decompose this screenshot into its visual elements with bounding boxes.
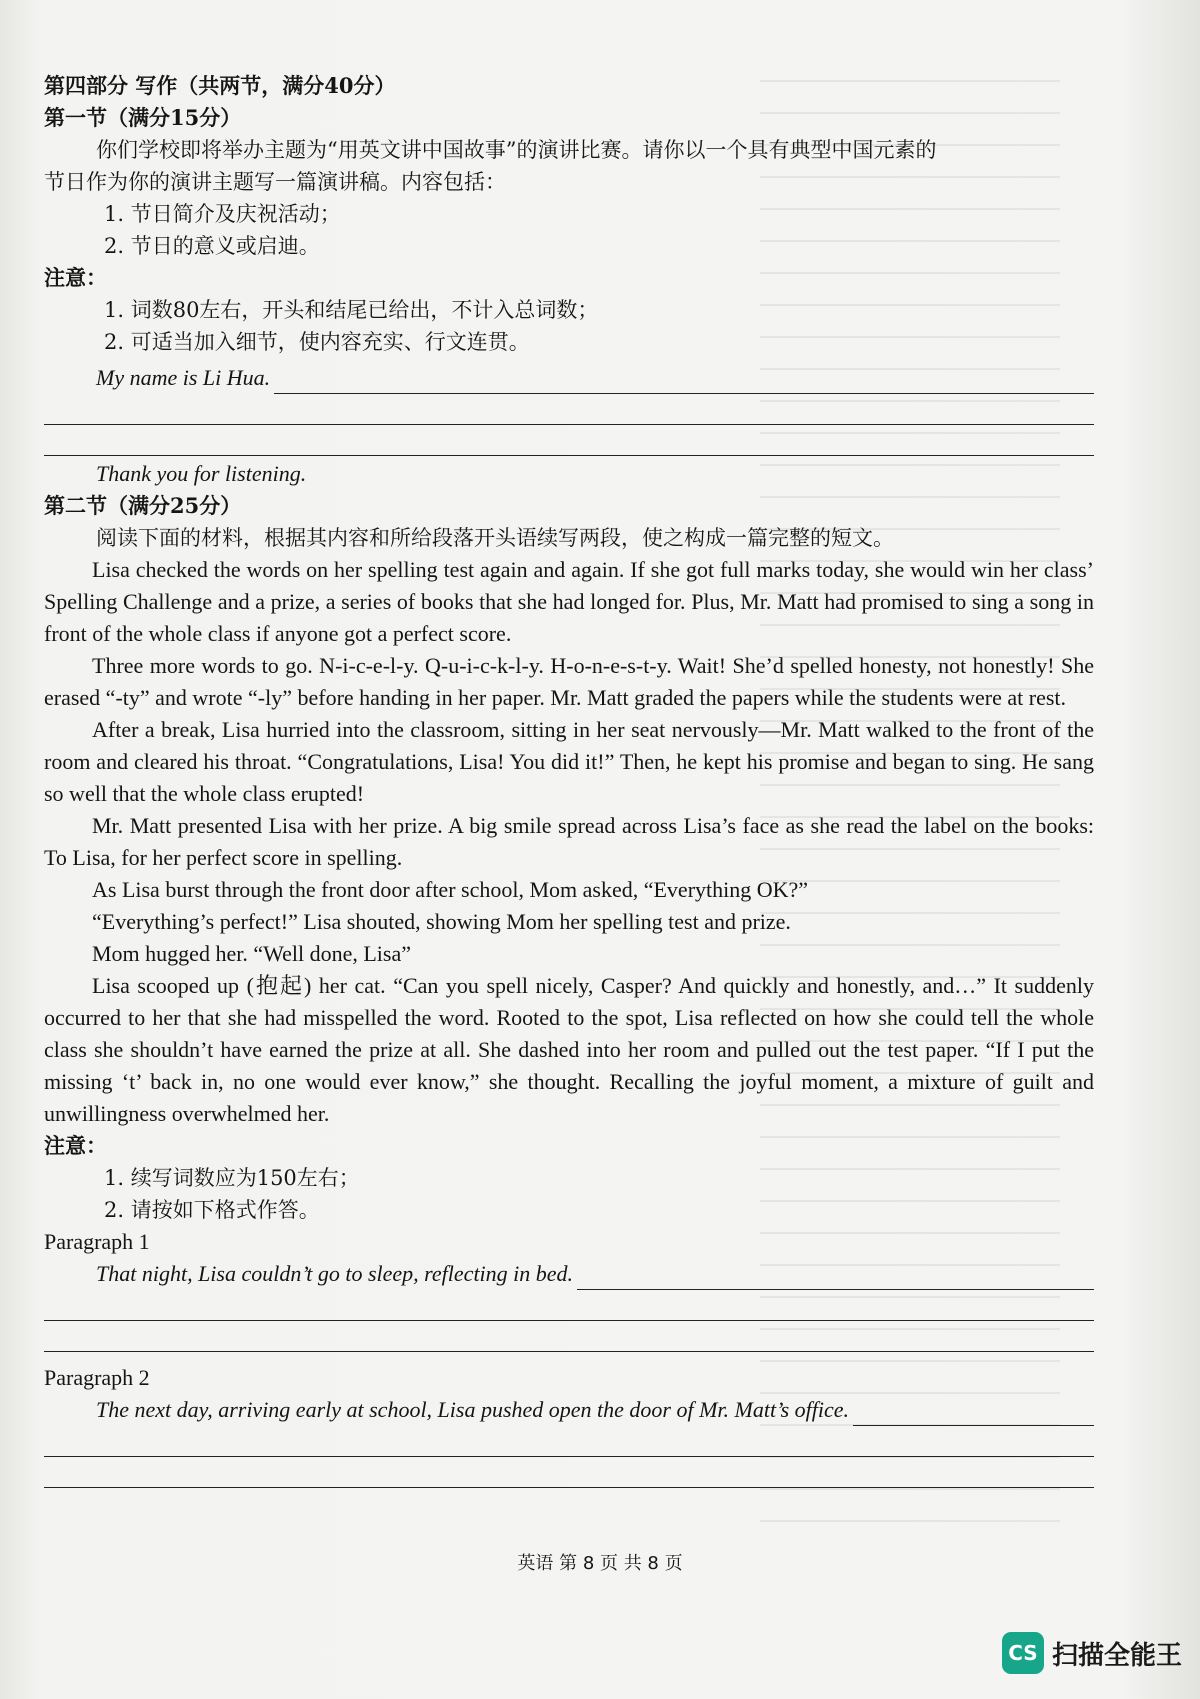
note-2-1: 1. 续写词数应为150左右； bbox=[104, 1166, 360, 1190]
reading-passage bbox=[44, 554, 1094, 1130]
passage-paragraph: Mom hugged her. “Well done, Lisa” bbox=[92, 941, 411, 966]
passage-paragraph: As Lisa burst through the front door after school, Mom asked, “Everything OK?” bbox=[92, 877, 809, 902]
passage-paragraph: After a break, Lisa hurried into the classroom, sitting in her seat nervously—Mr. Matt walked to the front of the room and cleared his throat. “Congratulations, Lisa! You did it!” Then, he kept his promise and began to sing. He sang so well that the whole class erupted! bbox=[44, 717, 1094, 806]
notes-title-2: 注意： bbox=[44, 1133, 107, 1158]
part1-title: 第一节（满分15分） bbox=[44, 105, 242, 130]
camscanner-logo-icon: CS bbox=[1002, 1632, 1044, 1674]
closing-text: Thank you for listening. bbox=[96, 461, 307, 486]
opening-text: My name is Li Hua. bbox=[96, 365, 271, 390]
opening-line[interactable] bbox=[44, 362, 1094, 394]
paragraph2-start-text: The next day, arriving early at school, Lisa pushed open the door of Mr. Matt’s office. bbox=[96, 1397, 850, 1422]
writing-section bbox=[44, 70, 1094, 1488]
part1-instruction-line2: 节日作为你的演讲主题写一篇演讲稿。内容包括： bbox=[44, 170, 506, 194]
note-1-1: 1. 词数80左右，开头和结尾已给出，不计入总词数； bbox=[104, 298, 599, 322]
paragraph1-start-text: That night, Lisa couldn’t go to sleep, reflecting in bed. bbox=[96, 1261, 574, 1286]
answer-blank[interactable] bbox=[853, 1403, 1094, 1426]
answer-blank[interactable] bbox=[44, 1457, 1094, 1488]
passage-paragraph: Three more words to go. N-i-c-e-l-y. Q-u-i-c-k-l-y. H-o-n-e-s-t-y. Wait! She’d spelled honesty, not honestly! She erased “-ty” and wrote “-ly” before handing in her paper. Mr. Matt graded the papers while the students were at rest. bbox=[44, 653, 1094, 710]
answer-blank[interactable] bbox=[274, 371, 1094, 394]
note-1-2: 2. 可适当加入细节，使内容充实、行文连贯。 bbox=[104, 330, 530, 354]
passage-paragraph: Mr. Matt presented Lisa with her prize. A big smile spread across Lisa’s face as she read the label on the books: To Lisa, for her perfect score in spelling. bbox=[44, 813, 1094, 870]
paragraph2-start-line[interactable] bbox=[44, 1394, 1094, 1426]
answer-blank[interactable] bbox=[44, 1290, 1094, 1321]
watermark-text: 扫描全能王 bbox=[1051, 1640, 1182, 1671]
paragraph1-label: Paragraph 1 bbox=[44, 1229, 150, 1254]
paragraph2-label: Paragraph 2 bbox=[44, 1365, 150, 1390]
paragraph1-start-line[interactable] bbox=[44, 1258, 1094, 1290]
page-footer: 英语 第 8 页 共 8 页 bbox=[517, 1553, 683, 1574]
part2-title: 第二节（满分25分） bbox=[44, 493, 242, 518]
content-point-2: 2. 节日的意义或启迪。 bbox=[104, 234, 320, 258]
answer-blank[interactable] bbox=[44, 1426, 1094, 1457]
passage-paragraph: Lisa checked the words on her spelling test again and again. If she got full marks today, she would win her class’ Spelling Challenge and a prize, a series of books that she had longed for. Plus, Mr. Matt had promised to sing a song in front of the whole class if anyone got a perfect score. bbox=[44, 557, 1094, 646]
passage-paragraph: Lisa scooped up (抱起) her cat. “Can you spell nicely, Casper? And quickly and honestly, and…” It suddenly occurred to her that she had misspelled the word. Rooted to the spot, Lisa reflected on how she could tell the whole class she shouldn’t have earned the prize at all. She dashed into her room and pulled out the test paper. “If I put the missing ‘t’ back in, no one would ever know,” she thought. Recalling the joyful moment, a mixture of guilt and unwillingness overwhelmed her. bbox=[44, 973, 1094, 1126]
content-point-1: 1. 节日简介及庆祝活动； bbox=[104, 202, 341, 226]
part1-instruction-line1: 你们学校即将举办主题为“用英文讲中国故事”的演讲比赛。请你以一个具有典型中国元素的 bbox=[96, 138, 937, 162]
part2-instruction: 阅读下面的材料，根据其内容和所给段落开头语续写两段，使之构成一篇完整的短文。 bbox=[96, 526, 894, 550]
section-title: 第四部分 写作（共两节，满分40分） bbox=[44, 73, 396, 98]
note-2-2: 2. 请按如下格式作答。 bbox=[104, 1198, 320, 1222]
camscanner-watermark bbox=[1002, 1632, 1182, 1674]
answer-blank[interactable] bbox=[44, 425, 1094, 456]
passage-paragraph: “Everything’s perfect!” Lisa shouted, showing Mom her spelling test and prize. bbox=[92, 909, 791, 934]
answer-blank[interactable] bbox=[44, 1321, 1094, 1352]
notes-title-1: 注意： bbox=[44, 265, 107, 290]
answer-blank[interactable] bbox=[577, 1267, 1094, 1290]
answer-blank[interactable] bbox=[44, 394, 1094, 425]
